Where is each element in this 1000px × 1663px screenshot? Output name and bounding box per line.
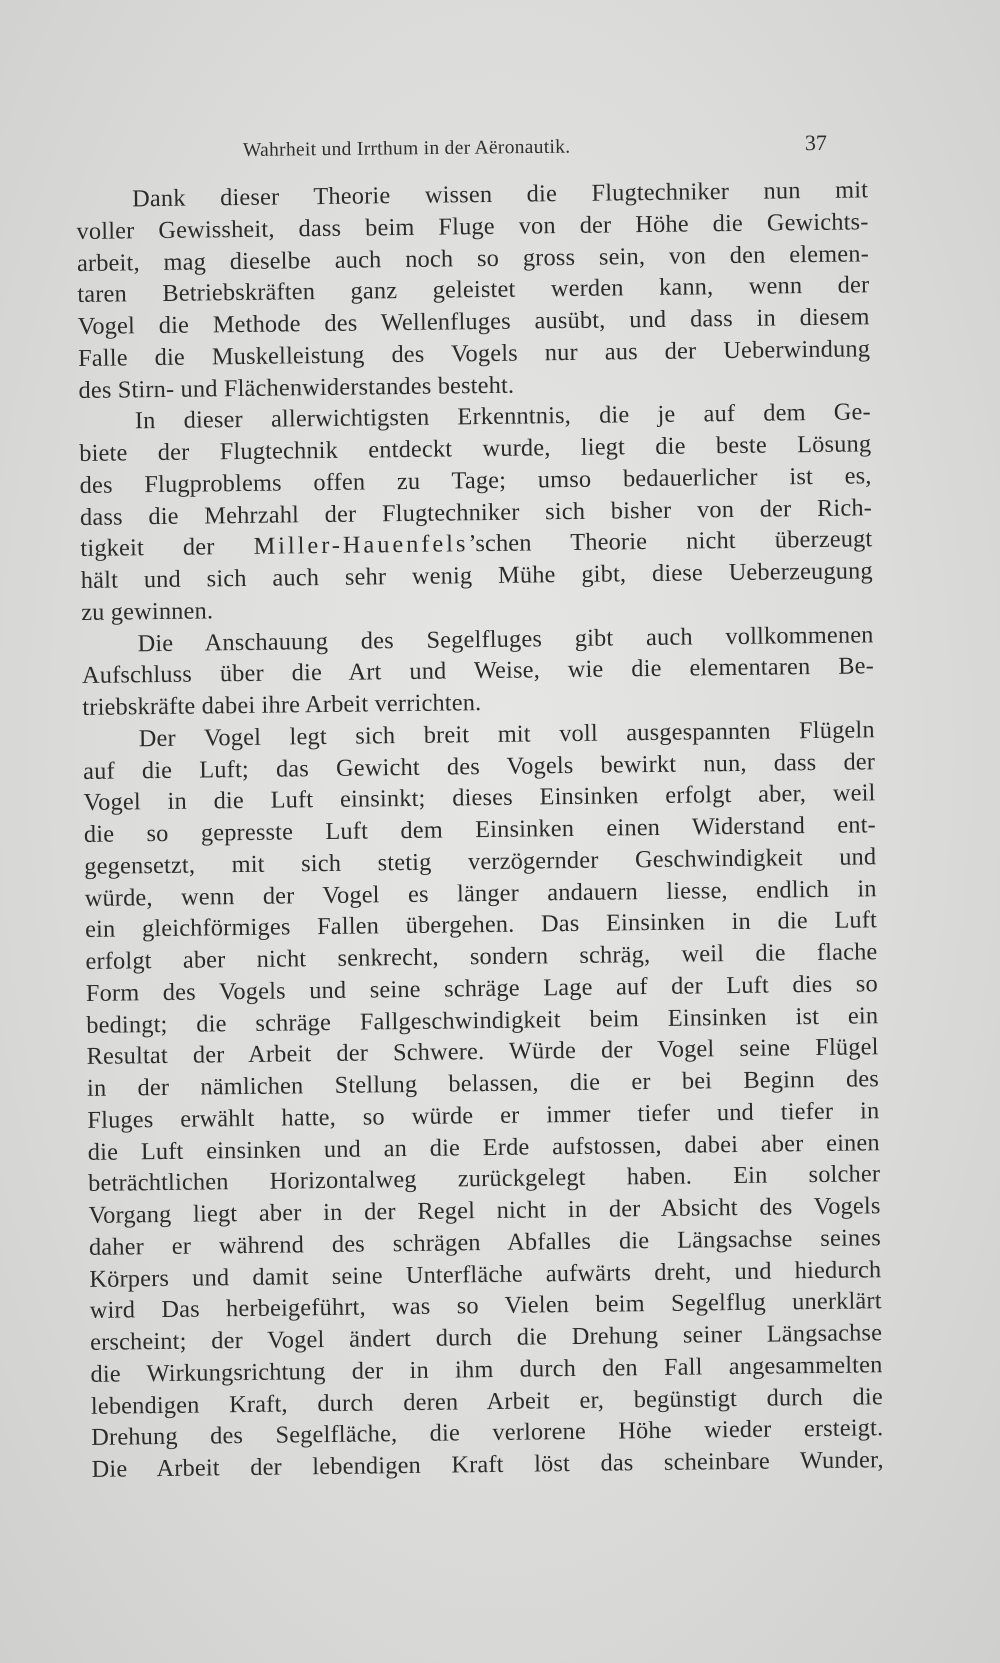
text-line: die Wirkungsrichtung der in ihm durch den Fall angesammelten <box>90 1350 883 1388</box>
text-line: des Flugproblems offen zu Tage; umso bedauerlicher ist es, <box>79 462 872 499</box>
text-line: beträchtlichen Horizontalweg zurückgelegt haben. Ein solcher <box>88 1160 881 1198</box>
text-line: Aufschluss über die Art und Weise, wie die elementaren Be- <box>81 652 875 690</box>
text-line: auf die Luft; das Gewicht des Vogels bewirkt nun, dass der <box>83 747 876 785</box>
text-line: In dieser allerwichtigsten Erkenntnis, die je auf dem Ge- <box>134 398 872 435</box>
running-head <box>243 130 843 170</box>
text-line: hält und sich auch sehr wenig Mühe gibt, diese Ueberzeugung <box>80 557 873 594</box>
text-line: Die Anschauung des Segelfluges gibt auch vollkommenen <box>137 620 874 657</box>
text-line: des Stirn- und Flächenwiderstandes besteht. <box>78 371 515 404</box>
text-line: voller Gewissheit, dass beim Fluge von der Höhe die Gewichts- <box>76 208 869 245</box>
text-line: erscheint; der Vogel ändert durch die Drehung seiner Längsachse <box>89 1319 883 1356</box>
text-line: Vogel die Methode des Wellenfluges ausübt, und dass in diesem <box>77 303 870 340</box>
text-line: Resultat der Arbeit der Schwere. Würde der Vogel seine Flügel <box>86 1033 879 1071</box>
text-line: bedingt; die schräge Fallgeschwindigkeit beim Einsinken ist ein <box>86 1001 879 1039</box>
text-line: die Luft einsinken und an die Erde aufstossen, dabei aber einen <box>87 1128 880 1166</box>
text-segment: ’schen Theorie nicht überzeugt <box>468 525 873 558</box>
text-line: in der nämlichen Stellung belassen, die er bei Beginn des <box>86 1065 880 1102</box>
text-line: arbeit, mag dieselbe auch noch so gross sein, von den elemen- <box>76 239 870 277</box>
text-line: lebendigen Kraft, durch deren Arbeit er, begünstigt durch die <box>90 1382 884 1420</box>
text-line: Form des Vogels und seine schräge Lage auf der Luft dies so <box>85 970 878 1007</box>
text-line: zu gewinnen. <box>81 597 214 626</box>
text-line: Dank dieser Theorie wissen die Flugtechniker nun mit <box>132 176 869 213</box>
text-line: ein gleichförmiges Fallen übergehen. Das Einsinken in die Luft <box>84 906 878 944</box>
text-line: Fluges erwählt hatte, so würde er immer tiefer und tiefer in <box>87 1097 880 1134</box>
author-name: Miller-Hauenfels <box>253 530 469 561</box>
text-line: würde, wenn der Vogel es länger andauern liesse, endlich in <box>84 874 877 912</box>
text-line: dass die Mehrzahl der Flugtechniker sich bisher von der Rich- <box>79 493 873 531</box>
text-line: die so gepresste Luft dem Einsinken einen Widerstand ent- <box>83 811 877 848</box>
page-number: 37 <box>804 129 828 156</box>
text-line: taren Betriebskräften ganz geleistet werden kann, wenn der <box>77 271 870 309</box>
text-line: biete der Flugtechnik entdeckt wurde, liegt die beste Lösung <box>79 430 872 467</box>
text-line: daher er während des schrägen Abfalles die Längsachse seines <box>88 1223 882 1261</box>
running-title: Wahrheit und Irrthum in der Aëronautik. <box>242 136 571 161</box>
text-line: Vogel in die Luft einsinkt; dieses Einsinken erfolgt aber, weil <box>83 779 876 817</box>
text-line: gegensetzt, mit sich stetig verzögernder Geschwindigkeit und <box>84 843 877 880</box>
text-line: Körpers und damit seine Unterfläche aufwärts dreht, und hiedurch <box>89 1255 882 1293</box>
text-line: Vorgang liegt aber in der Regel nicht in der Absicht des Vogels <box>88 1192 881 1229</box>
text-line: wird Das herbeigeführt, was so Vielen beim Segelflug unerklärt <box>89 1287 882 1325</box>
text-line: Die Arbeit der lebendigen Kraft löst das scheinbare Wunder, <box>91 1446 884 1483</box>
text-line: triebskräfte dabei ihre Arbeit verrichten. <box>82 689 482 721</box>
text-line: erfolgt aber nicht senkrecht, sondern schräg, weil die flache <box>85 938 878 975</box>
text-line: Falle die Muskelleistung des Vogels nur aus der Ueberwindung <box>77 335 871 372</box>
text-line: Drehung des Segelfläche, die verlorene Höhe wieder ersteigt. <box>91 1414 884 1452</box>
text-segment: tigkeit der <box>80 533 215 563</box>
body-text <box>76 174 884 1485</box>
text-line: Der Vogel legt sich breit mit voll ausgespannten Flügeln <box>138 716 875 753</box>
